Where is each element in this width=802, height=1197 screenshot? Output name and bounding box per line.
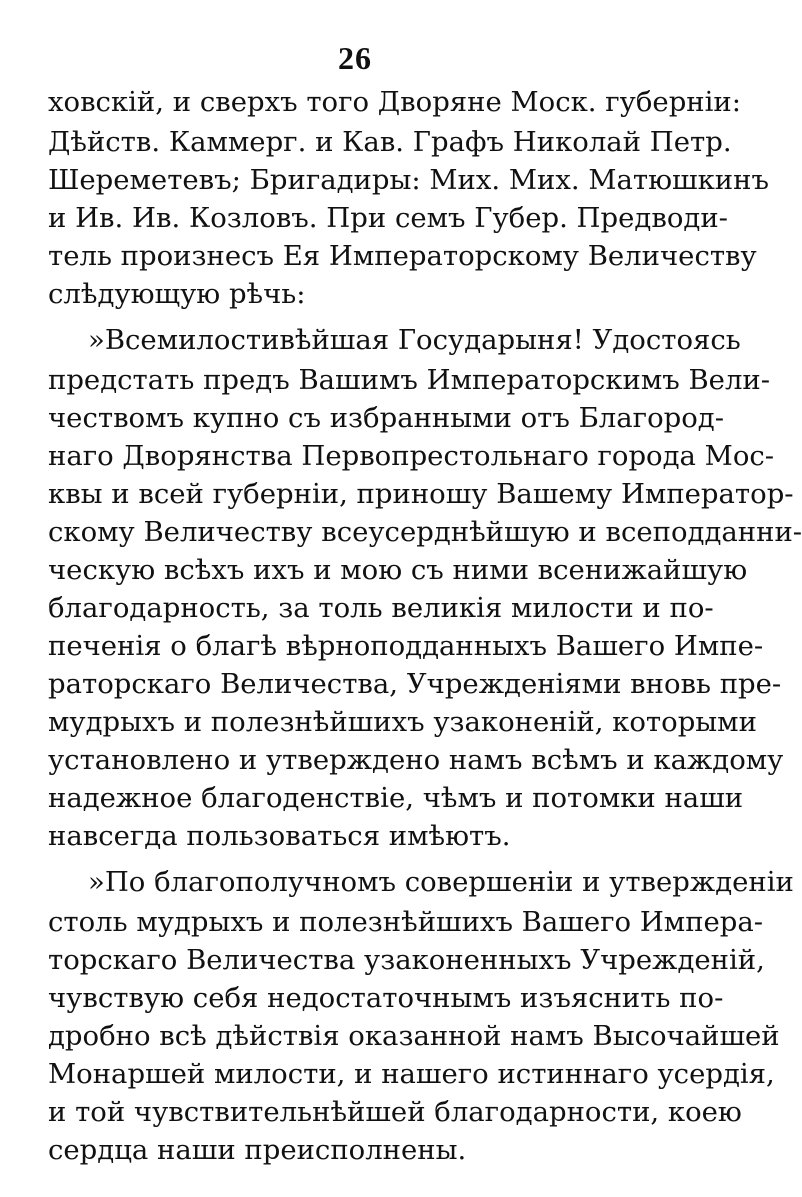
text-line: и Ив. Ив. Козловъ. При семъ Губер. Предводи- (48, 202, 728, 234)
text-line: наго Дворянства Первопрестольнаго города Мос- (48, 440, 775, 472)
text-line: скому Величеству всеусерднѣйшую и всеподданни- (48, 516, 802, 548)
text-line: торскаго Величества узаконенныхъ Учрежденій, (48, 944, 765, 976)
text-line: столь мудрыхъ и полезнѣйшихъ Вашего Импера- (48, 906, 764, 938)
text-line: и той чувствительнѣйшей благодарности, коею (48, 1096, 742, 1128)
text-line: Монаршей милости, и нашего истиннаго усердія, (48, 1058, 775, 1090)
text-line: »По благополучномъ совершеніи и утвержденіи (88, 866, 794, 898)
text-line: Шереметевъ; Бригадиры: Мих. Мих. Матюшкинъ (48, 164, 769, 196)
text-line: сердца наши преисполнены. (48, 1134, 467, 1166)
text-line: тель произнесъ Ея Императорскому Величеству (48, 240, 757, 272)
page-number: 26 (338, 40, 372, 76)
text-line: чувствую себя недостаточнымъ изъяснить по- (48, 982, 724, 1014)
text-line: »Всемилостивѣйшая Государыня! Удостоясь (88, 324, 741, 356)
text-line: квы и всей губерніи, приношу Вашему Император- (48, 478, 794, 510)
text-line: Дѣйств. Каммерг. и Кав. Графъ Николай Петр. (48, 126, 732, 158)
text-line: печенія о благѣ вѣрноподданныхъ Вашего Импе- (48, 630, 764, 662)
text-line: раторскаго Величества, Учрежденіями вновь пре- (48, 668, 782, 700)
text-line: навсегда пользоваться имѣютъ. (48, 820, 511, 852)
text-line: дробно всѣ дѣйствія оказанной намъ Высочайшей (48, 1020, 780, 1052)
text-line: установлено и утверждено намъ всѣмъ и каждому (48, 744, 784, 776)
text-line: ховскій, и сверхъ того Дворяне Моск. губерніи: (48, 86, 742, 118)
text-line: слѣдующую рѣчь: (48, 278, 306, 310)
text-line: благодарность, за толь великія милости и по- (48, 592, 714, 624)
text-line: чествомъ купно съ избранными отъ Благород- (48, 402, 725, 434)
text-line: надежное благоденствіе, чѣмъ и потомки наши (48, 782, 744, 814)
text-line: предстать предъ Вашимъ Императорскимъ Вели- (48, 364, 771, 396)
text-line: ческую всѣхъ ихъ и мою съ ними всенижайшую (48, 554, 748, 586)
text-line: мудрыхъ и полезнѣйшихъ узаконеній, которыми (48, 706, 757, 738)
